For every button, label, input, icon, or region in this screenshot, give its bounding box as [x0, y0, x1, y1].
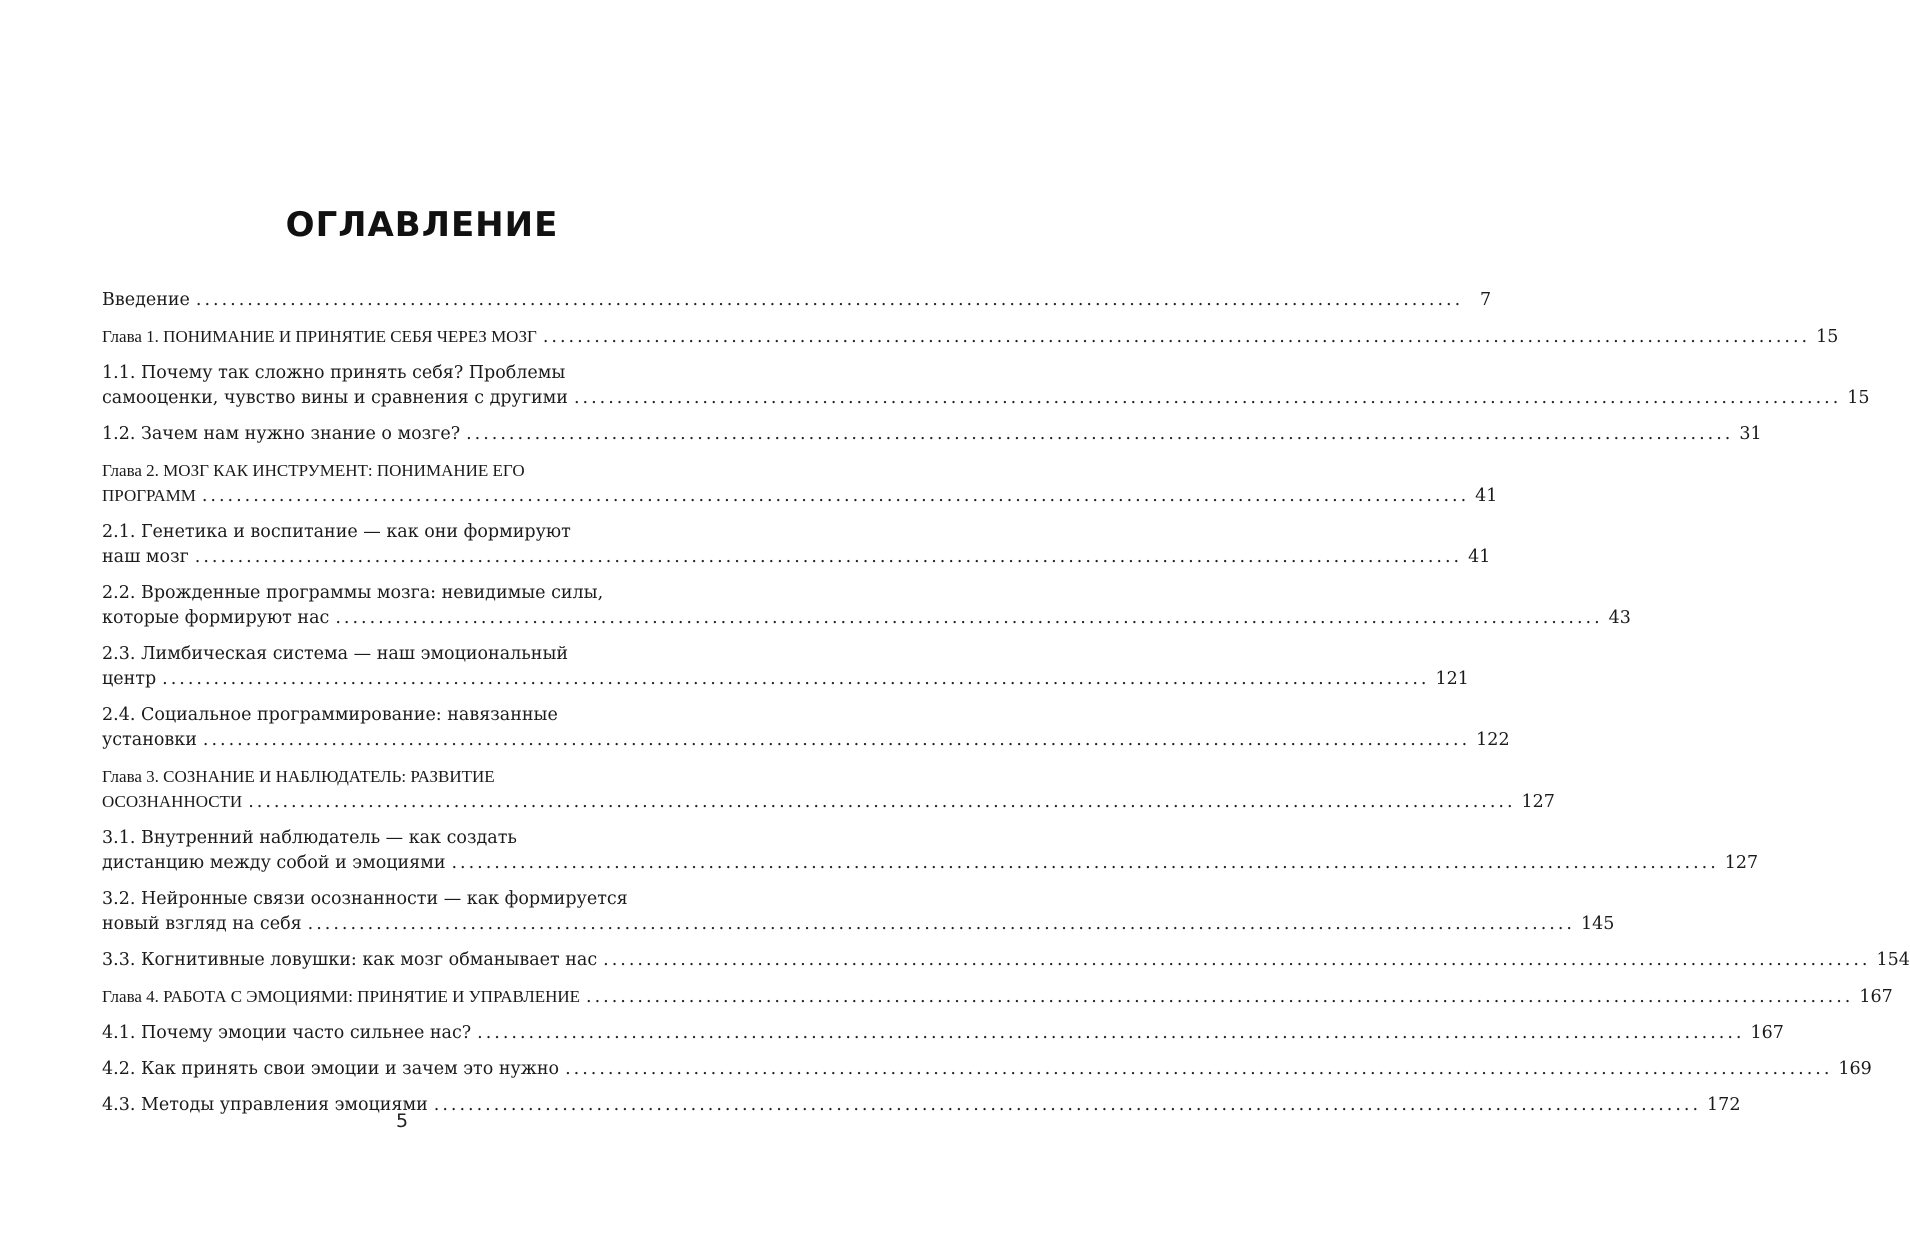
dot-leader: .................................................................................................................................................... [565, 1059, 1833, 1079]
toc-entry-page: 121 [1435, 669, 1469, 689]
toc-entry-line [102, 422, 1762, 447]
toc-entry-title: центр [102, 669, 157, 689]
dot-leader: .................................................................................................................................................... [451, 853, 1719, 873]
toc-entry-page: 172 [1707, 1095, 1741, 1115]
toc-entry-title: 4.3. Методы управления эмоциями [102, 1095, 428, 1115]
toc-entry-line [102, 826, 702, 851]
toc-entry-page: 154 [1876, 950, 1910, 970]
toc-entry-title: наш мозг [102, 547, 189, 567]
toc-entry-line [102, 545, 1491, 570]
toc-entry-line [102, 667, 1469, 692]
toc-entry-line [102, 386, 1870, 411]
toc-chapter-entry[interactable] [102, 764, 1555, 815]
toc-entry-page: 167 [1750, 1023, 1784, 1043]
toc-entry-title: Глава 1. ПОНИМАНИЕ И ПРИНЯТИЕ СЕБЯ ЧЕРЕЗ МОЗГ [102, 327, 537, 346]
dot-leader: .................................................................................................................................................... [603, 950, 1871, 970]
toc-entry-page: 41 [1475, 486, 1498, 506]
toc-entry-page: 127 [1724, 853, 1759, 873]
dot-leader: .................................................................................................................................................... [542, 327, 1811, 347]
toc-entry-line [102, 912, 1615, 937]
toc-entry-line [102, 606, 1631, 631]
toc-entry-title: 4.1. Почему эмоции часто сильнее нас? [102, 1023, 472, 1043]
toc-entry-page: 43 [1608, 608, 1631, 628]
toc-entry-page: 15 [1816, 327, 1839, 347]
toc-entry-title: Глава 2. МОЗГ КАК ИНСТРУМЕНТ: ПОНИМАНИЕ ЕГО [102, 461, 525, 480]
toc-entry-line [102, 728, 1510, 753]
toc-entry-title: 1.1. Почему так сложно принять себя? Проблемы [102, 363, 566, 383]
toc-entry-page: 127 [1521, 792, 1555, 812]
toc-entry-page: 15 [1847, 388, 1870, 408]
toc-entry[interactable] [102, 948, 1910, 973]
toc-entry-title: 3.3. Когнитивные ловушки: как мозг обманывает нас [102, 950, 598, 970]
toc-entry-title: Глава 4. РАБОТА С ЭМОЦИЯМИ: ПРИНЯТИЕ И УПРАВЛЕНИЕ [102, 987, 581, 1006]
page-number: 5 [395, 1110, 409, 1132]
toc-entry-title: ОСОЗНАННОСТИ [102, 792, 243, 811]
toc-entry-title: дистанцию между собой и эмоциями [102, 853, 446, 873]
toc-entry-line [102, 984, 1893, 1010]
toc-entry-line [102, 764, 702, 789]
toc-entry-line [102, 851, 1759, 876]
toc-entry-page: 167 [1859, 987, 1893, 1007]
toc-entry[interactable] [102, 826, 1759, 876]
toc-entry[interactable] [102, 361, 1870, 411]
toc-entry-title: 2.3. Лимбическая система — наш эмоциональный [102, 644, 569, 664]
toc-entry-line [102, 703, 702, 728]
toc-entry[interactable] [102, 887, 1615, 937]
toc-entry-title: 3.1. Внутренний наблюдатель — как создать [102, 828, 517, 848]
toc-entry-line [102, 948, 1910, 973]
toc-entry-title: Введение [102, 290, 190, 310]
toc-entry-title: 4.2. Как принять свои эмоции и зачем это нужно [102, 1059, 560, 1079]
toc-entry-line [102, 1021, 1784, 1046]
toc-entry[interactable] [102, 422, 1762, 447]
toc-entry-title: 2.1. Генетика и воспитание — как они формируют [102, 522, 571, 542]
toc-entry-title: ПРОГРАММ [102, 486, 196, 505]
dot-leader: .................................................................................................................................................... [248, 792, 1516, 812]
dot-leader: .................................................................................................................................................... [433, 1095, 1702, 1115]
toc-entry-page: 41 [1468, 547, 1491, 567]
page-title: ОГЛАВЛЕНИЕ [285, 205, 559, 245]
dot-leader: .................................................................................................................................................... [573, 388, 1842, 408]
table-of-contents [102, 288, 1910, 1129]
dot-leader: .................................................................................................................................................... [477, 1023, 1745, 1043]
toc-entry-line [102, 789, 1555, 815]
toc-entry[interactable] [102, 288, 1492, 313]
dot-leader: .................................................................................................................................................... [307, 914, 1575, 934]
toc-entry-page: 31 [1739, 424, 1762, 444]
toc-entry[interactable] [102, 1057, 1872, 1082]
toc-chapter-entry[interactable] [102, 984, 1893, 1010]
toc-entry-title: которые формируют нас [102, 608, 330, 628]
toc-entry[interactable] [102, 642, 1469, 692]
toc-entry-line [102, 581, 702, 606]
toc-chapter-entry[interactable] [102, 324, 1839, 350]
toc-entry-line [102, 288, 1492, 313]
dot-leader: .................................................................................................................................................... [586, 987, 1854, 1007]
toc-entry-line [102, 483, 1498, 509]
dot-leader: .................................................................................................................................................... [194, 547, 1463, 567]
dot-leader: .................................................................................................................................................... [335, 608, 1603, 628]
dot-leader: .................................................................................................................................................... [162, 669, 1430, 689]
toc-entry-title: 1.2. Зачем нам нужно знание о мозге? [102, 424, 461, 444]
toc-entry[interactable] [102, 520, 1491, 570]
toc-entry-line [102, 458, 702, 483]
toc-entry-title: 2.2. Врожденные программы мозга: невидимые силы, [102, 583, 604, 603]
toc-entry-line [102, 1057, 1872, 1082]
toc-entry-title: новый взгляд на себя [102, 914, 302, 934]
dot-leader: .................................................................................................................................................... [195, 290, 1464, 310]
dot-leader: .................................................................................................................................................... [201, 486, 1470, 506]
toc-entry-line [102, 642, 702, 667]
toc-entry-page: 145 [1580, 914, 1615, 934]
toc-entry[interactable] [102, 703, 1510, 753]
toc-entry-page: 7 [1480, 290, 1492, 310]
toc-entry-line [102, 361, 702, 386]
toc-entry-title: Глава 3. СОЗНАНИЕ И НАБЛЮДАТЕЛЬ: РАЗВИТИЕ [102, 767, 495, 786]
toc-entry-line [102, 887, 702, 912]
toc-entry-title: установки [102, 730, 197, 750]
toc-entry-page: 122 [1476, 730, 1510, 750]
toc-entry[interactable] [102, 1021, 1784, 1046]
toc-entry-line [102, 520, 702, 545]
toc-chapter-entry[interactable] [102, 458, 1498, 509]
toc-entry-title: самооценки, чувство вины и сравнения с другими [102, 388, 568, 408]
dot-leader: .................................................................................................................................................... [466, 424, 1734, 444]
toc-entry-line [102, 324, 1839, 350]
toc-entry-title: 3.2. Нейронные связи осознанности — как формируется [102, 889, 628, 909]
dot-leader: .................................................................................................................................................... [202, 730, 1471, 750]
toc-entry-page: 169 [1838, 1059, 1872, 1079]
toc-entry[interactable] [102, 581, 1631, 631]
toc-entry-title: 2.4. Социальное программирование: навязанные [102, 705, 558, 725]
